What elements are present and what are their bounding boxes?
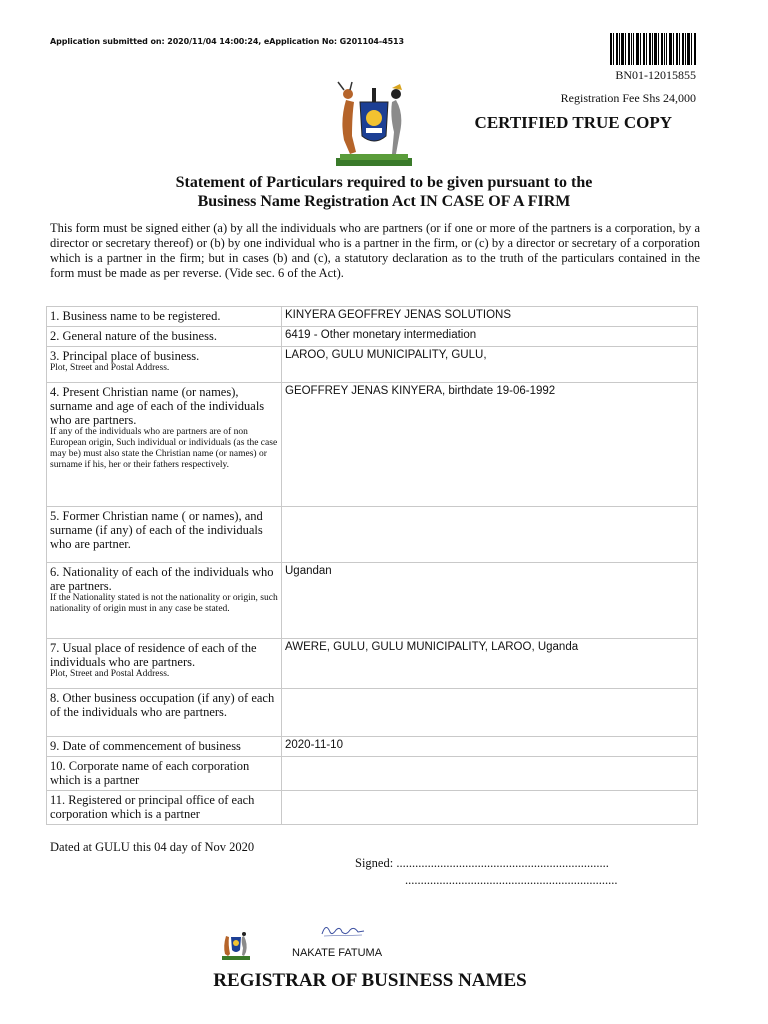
- signature: [318, 920, 368, 940]
- row-note: If the Nationality stated is not the nationality or origin, such nationality of origin must in any case be stated.: [50, 593, 278, 614]
- row-label: 1. Business name to be registered.: [47, 307, 282, 327]
- particulars-table: [46, 306, 698, 825]
- registrar-name: NAKATE FATUMA: [292, 947, 383, 959]
- signed-line-2: ....................................................................: [405, 873, 618, 887]
- form-instructions: This form must be signed either (a) by all the individuals who are partners (or if one or more of the partners is a corporation, by a director or secretary thereof) or (b) by one individual who is a partner in the firm, or (c) by a director or secretary of a corporation which is a partner in the firm; but in cases (b) and (c), a statutory declaration as to the truth of the particulars contained in the form must be made as per reverse. (Vide sec. 6 of the Act).: [50, 221, 700, 280]
- row-label: 7. Usual place of residence of each of the individuals who are partners. Plot, Street and Postal Address.: [47, 639, 282, 689]
- table-row: [47, 757, 698, 791]
- row-label: 2. General nature of the business.: [47, 327, 282, 347]
- table-row: [47, 563, 698, 639]
- row-note: If any of the individuals who are partners are of non European origin, Such individual or individuals (as the case may be) must also state the Christian name (or names) or surname if his, her or their fathers respectively.: [50, 427, 278, 470]
- form-title-line1: Statement of Particulars required to be given pursuant to the: [175, 174, 593, 191]
- table-row: [47, 507, 698, 563]
- row-label: 11. Registered or principal office of each corporation which is a partner: [47, 791, 282, 825]
- row-value-commencement-date: 2020-11-10: [282, 737, 698, 757]
- registration-fee: Registration Fee Shs 24,000: [560, 91, 696, 105]
- coat-of-arms-icon: [326, 80, 422, 170]
- row-value-nature: 6419 - Other monetary intermediation: [282, 327, 698, 347]
- row-value-corporate-name: [282, 757, 698, 791]
- table-row: [47, 327, 698, 347]
- row-label: 4. Present Christian name (or names), surname and age of each of the individuals who are partners. If any of the individuals who are partners are of non European origin, Such individual or individuals (as the case may be) must also state the Christian name (or names) or surname if his, her or their fathers respectively.: [47, 383, 282, 507]
- table-row: [47, 737, 698, 757]
- row-value-other-occupation: [282, 689, 698, 737]
- coat-of-arms-small-icon: [218, 928, 254, 962]
- row-label: 10. Corporate name of each corporation which is a partner: [47, 757, 282, 791]
- row-value-business-name: KINYERA GEOFFREY JENAS SOLUTIONS: [282, 307, 698, 327]
- table-row: [47, 689, 698, 737]
- row-label: 6. Nationality of each of the individuals who are partners. If the Nationality stated is not the nationality or origin, such nationality of origin must in any case be stated.: [47, 563, 282, 639]
- form-title-line2: Business Name Registration Act IN CASE OF A FIRM: [197, 193, 571, 210]
- table-row: [47, 383, 698, 507]
- row-value-nationality: Ugandan: [282, 563, 698, 639]
- table-row: [47, 639, 698, 689]
- barcode: [610, 33, 696, 65]
- row-value-principal-place: LAROO, GULU MUNICIPALITY, GULU,: [282, 347, 698, 383]
- table-row: [47, 347, 698, 383]
- table-row: [47, 307, 698, 327]
- row-value-partners: GEOFFREY JENAS KINYERA, birthdate 19-06-1992: [282, 383, 698, 507]
- row-label: 3. Principal place of business. Plot, Street and Postal Address.: [47, 347, 282, 383]
- signed-line: Signed: ....................................................................: [355, 856, 609, 870]
- row-label: 9. Date of commencement of business: [47, 737, 282, 757]
- certified-true-copy: CERTIFIED TRUE COPY: [474, 113, 672, 132]
- table-row: [47, 791, 698, 825]
- row-note: Plot, Street and Postal Address.: [50, 669, 170, 679]
- row-value-registered-office: [282, 791, 698, 825]
- row-label: 5. Former Christian name ( or names), and surname (if any) of each of the individuals who are partner.: [47, 507, 282, 563]
- registrar-title: REGISTRAR OF BUSINESS NAMES: [213, 970, 527, 991]
- registration-number: BN01-12015855: [615, 68, 696, 82]
- row-note: Plot, Street and Postal Address.: [50, 363, 170, 373]
- row-value-residence: AWERE, GULU, GULU MUNICIPALITY, LAROO, Uganda: [282, 639, 698, 689]
- application-submitted-line: Application submitted on: 2020/11/04 14:00:24, eApplication No: G201104-4513: [50, 37, 404, 46]
- row-value-former-names: [282, 507, 698, 563]
- row-label: 8. Other business occupation (if any) of each of the individuals who are partners.: [47, 689, 282, 737]
- dated-line: Dated at GULU this 04 day of Nov 2020: [50, 840, 255, 854]
